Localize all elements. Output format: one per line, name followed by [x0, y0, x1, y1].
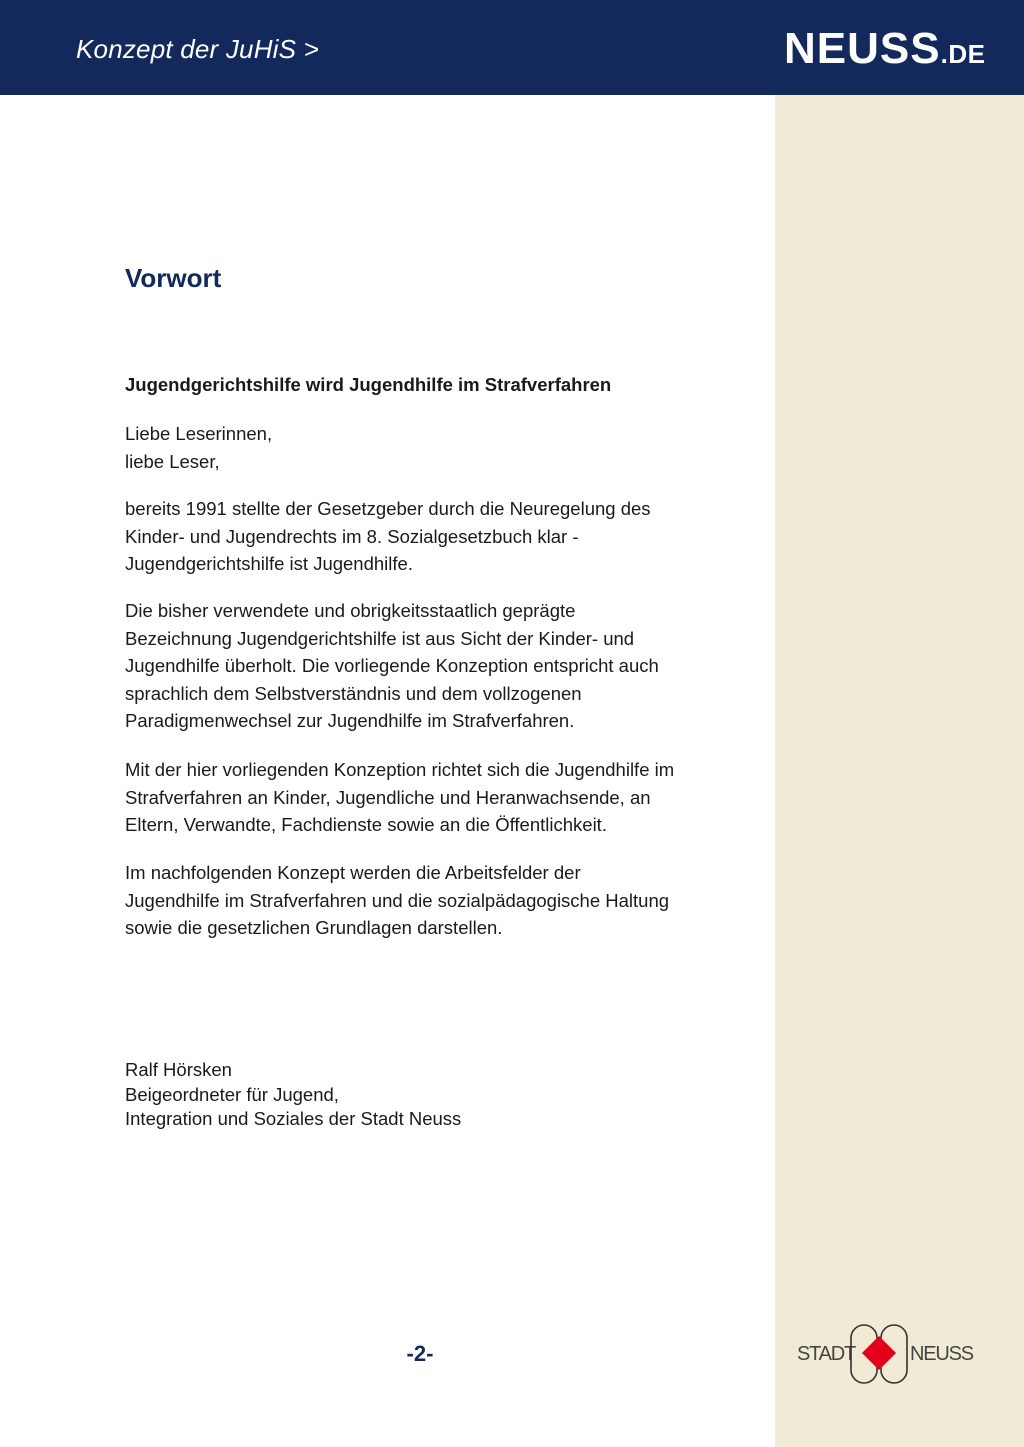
signature-name: Ralf Hörsken	[125, 1059, 232, 1080]
signature-role: Beigeordneter für Jugend,	[125, 1083, 339, 1105]
salutation-line: Liebe Leserinnen,	[125, 423, 273, 444]
text-line: Eltern, Verwandte, Fachdienste sowie an die Öffentlichkeit.	[125, 814, 607, 836]
page-number: -2-	[406, 1341, 434, 1366]
page-title: Vorwort	[125, 263, 222, 293]
text-line: Jugendhilfe im Strafverfahren und die sozialpädagogische Haltung	[125, 889, 670, 911]
brand-main: NEUSS	[784, 24, 941, 73]
header-title: Konzept der JuHiS >	[76, 34, 319, 64]
text-line: Strafverfahren an Kinder, Jugendliche und Heranwachsende, an	[125, 786, 651, 808]
text-line: Jugendhilfe überholt. Die vorliegende Konzeption entspricht auch	[125, 655, 659, 677]
logo-word-right: NEUSS	[910, 1343, 973, 1365]
salutation	[125, 420, 745, 475]
logo-word-left: STADT	[797, 1343, 856, 1365]
text-line: Jugendgerichtshilfe ist Jugendhilfe.	[125, 553, 413, 575]
text-line: sprachlich dem Selbstverständnis und dem vollzogenen	[125, 682, 582, 704]
header-bar	[0, 0, 1024, 95]
text-line: Bezeichnung Jugendgerichtshilfe ist aus Sicht der Kinder- und	[125, 627, 635, 649]
text-line: Im nachfolgenden Konzept werden die Arbeitsfelder der	[125, 862, 581, 883]
text-line: Die bisher verwendete und obrigkeitsstaatlich geprägte	[125, 600, 576, 621]
signature-block	[125, 1058, 461, 1132]
signature-role: Integration und Soziales der Stadt Neuss	[125, 1108, 462, 1129]
text-line: bereits 1991 stellte der Gesetzgeber durch die Neuregelung des	[125, 498, 651, 519]
city-emblem-icon	[849, 1323, 909, 1385]
brand-tld: .DE	[940, 39, 986, 69]
paragraph-2	[125, 597, 745, 735]
sidebar-panel	[775, 0, 1024, 1447]
paragraph-1	[125, 495, 745, 578]
paragraph-4	[125, 859, 745, 942]
section-subheading: Jugendgerichtshilfe wird Jugendhilfe im Strafverfahren	[125, 374, 612, 395]
text-line: Paradigmenwechsel zur Jugendhilfe im Strafverfahren.	[125, 710, 575, 732]
brand-logo	[784, 26, 984, 77]
text-line: Kinder- und Jugendrechts im 8. Sozialgesetzbuch klar -	[125, 525, 579, 547]
paragraph-3	[125, 756, 745, 839]
stadt-neuss-logo	[796, 1323, 976, 1385]
text-line: Mit der hier vorliegenden Konzeption richtet sich die Jugendhilfe im	[125, 759, 675, 780]
salutation-line: liebe Leser,	[125, 450, 220, 472]
text-line: sowie die gesetzlichen Grundlagen darstellen.	[125, 917, 503, 939]
